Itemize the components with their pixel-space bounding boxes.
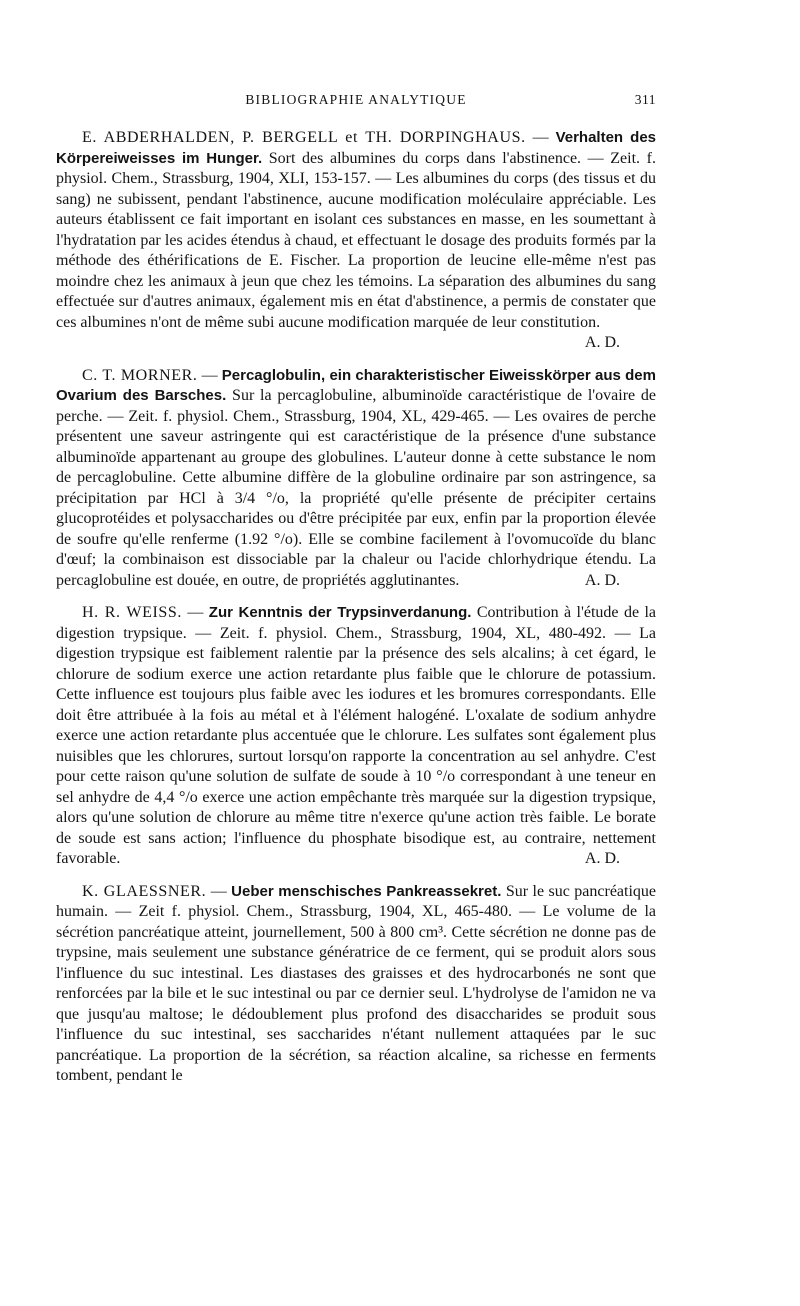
entry-title: Percaglobulin, ein charakteristischer Eiweisskörper aus dem Ovarium des Barsches.: [56, 366, 656, 404]
entry-body: Contribution à l'étude de la digestion trypsique. — Zeit. f. physiol. Chem., Strassburg, 1904, XL, 480-492. — La digestion trypsique est faiblement ralentie par la présence des sels alcalins; à cet égard, le chlorure de sodium exerce une action retardante plus faible que le chlorure de potassium. Cette influence est toujours plus faible avec les iodures et les bromures correspondants. Elle doit être attribuée à la fois au métal et à l'élément halogéné. L'oxalate de sodium anhydre exerce une action retardante plus accentuée que le chlorure. Les sulfates sont également plus nuisibles que les chlorures, surtout lorsqu'on rapporte la concentration au sel anhydre. C'est pour cette raison qu'une solution de sulfate de soude à 10 °/o correspondant à une teneur en sel anhydre de 4,4 °/o exerce une action empêchante très marquée sur la digestion trypsique, alors qu'une solution de chlorure au même titre n'exerce qu'une action très faible. Le borate de soude est sans action; l'influence du phosphate bisodique est, au contraire, nettement favorable.: [56, 604, 656, 867]
entry-dash: —: [197, 366, 222, 384]
entry-author: C. T. MORNER.: [82, 366, 198, 384]
entry-signature: A. D.: [584, 334, 620, 351]
entry-title: Ueber menschisches Pankreassekret.: [231, 882, 502, 900]
entry-signature: A. D.: [584, 571, 620, 589]
page-number: 311: [634, 92, 656, 107]
bibliography-entry: [56, 882, 656, 1087]
page: [56, 0, 656, 1099]
entry-dash: —: [525, 129, 556, 146]
entry-author: H. R. WEISS.: [82, 604, 182, 621]
entry-dash: —: [181, 604, 209, 621]
entry-dash: —: [206, 882, 232, 900]
entry-body: Sur le suc pancréatique humain. — Zeit f. physiol. Chem., Strassburg, 1904, XL, 465-480. — Le volume de la sécrétion pancréatique atteint, journellement, 500 à 800 cm³. Cette sécrétion ne donne pas de trypsine, mais seulement une substance génératrice de ce ferment, qui se produit alors sous l'influence du suc intestinal. Les diastases des graisses et des hydrocarbonés ne sont que renforcées par la bile et le suc intestinal ou par ce dernier seul. L'hydrolyse de l'amidon ne va que jusqu'au maltose; le dédoublement plus profond des disaccharides se produit sous l'influence du suc intestinal, ses saccharides n'étant nullement attaquées par le suc pancréatique. La proportion de la sécrétion, sa réaction alcaline, sa richesse en ferments tombent, pendant le: [56, 882, 657, 1084]
running-head-title: BIBLIOGRAPHIE ANALYTIQUE: [245, 92, 467, 107]
bibliography-entry: [56, 128, 656, 354]
entry-author: K. GLAESSNER.: [82, 882, 207, 900]
entry-body: Sort des albumines du corps dans l'abstinence. — Zeit. f. physiol. Chem., Strassburg, 1904, XLI, 153-157. — Les albumines du corps (des tissus et du sang) ne subissent, pendant l'abstinence, aucune modification moléculaire appréciable. Les auteurs établissent ce fait important en isolant ces substances en masse, en les soumettant à l'hydratation par les acides étendus à chaud, et effectuant le dosage des produits formés par la méthode des éthérifications de E. Fischer. La proportion de leucine elle-même n'est pas moindre chez les animaux à jeun que chez les témoins. La séparation des albumines du sang effectuée sur d'autres animaux, également mis en état d'abstinence, a permis de constater que ces albumines n'ont de même subi aucune modification marquée de leur constitution.: [56, 149, 656, 331]
entry-title: Verhalten des Körpereiweisses im Hunger.: [56, 129, 657, 167]
entry-author: E. ABDERHALDEN, P. BERGELL et TH. DORPINGHAUS.: [82, 129, 526, 146]
bibliography-entry: [56, 366, 656, 592]
entry-signature: A. D.: [584, 850, 620, 867]
bibliography-entry: [56, 603, 656, 870]
running-head: [56, 92, 656, 114]
entry-body: Sur la percaglobuline, albuminoïde caractéristique de l'ovaire de perche. — Zeit. f. physiol. Chem., Strassburg, 1904, XL, 429-465. — Les ovaires de perche présentent une saveur astringente qui est caractéristique de la présence d'une substance albuminoïde appartenant au groupe des globulines. L'auteur donne à cette substance le nom de percaglobuline. Cette albumine diffère de la globuline ordinaire par son astringence, sa précipitation par HCl à 3/4 °/o, la propriété qu'elle présente de précipiter certains glucoprotéides et polysaccharides ou d'être précipitée par eux, enfin par la proportion élevée de soufre qu'elle renferme (1.92 °/o). Elle se combine facilement à l'ovomucoïde du blanc d'œuf; la combinaison est dissociable par la chaleur ou l'acide chlorhydrique étendu. La percaglobuline est douée, en outre, de propriétés agglutinantes.: [56, 387, 656, 589]
entry-title: Zur Kenntnis der Trypsinverdanung.: [208, 604, 472, 621]
